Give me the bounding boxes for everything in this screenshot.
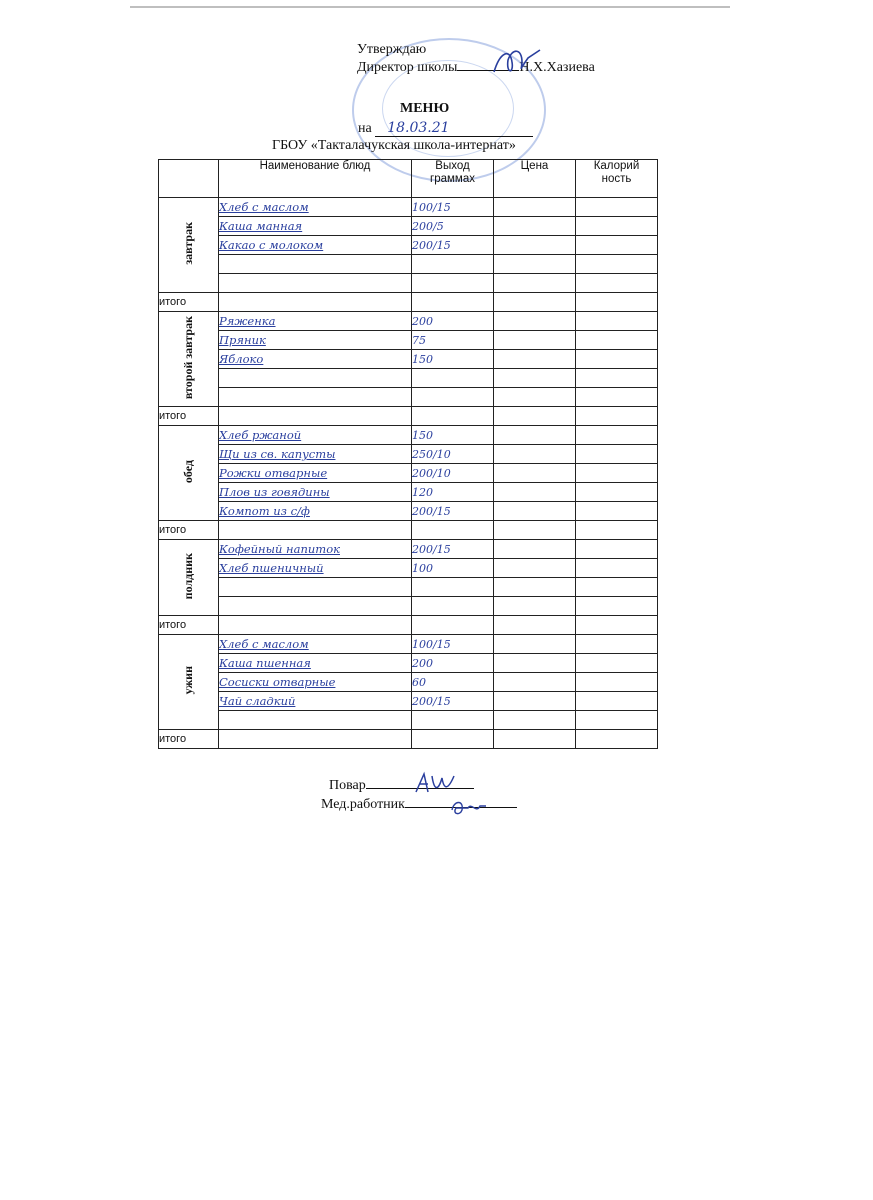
dish-name-text: Щи из св. капусты — [219, 447, 336, 461]
total-cell — [494, 616, 576, 635]
table-row — [159, 711, 658, 730]
director-name: Н.Х.Хазиева — [519, 60, 595, 75]
dish-calories — [576, 635, 658, 654]
dish-name — [219, 350, 412, 369]
header-output — [412, 160, 494, 198]
table-row — [159, 464, 658, 483]
dish-output: 100/15 — [412, 635, 494, 654]
dish-output — [412, 369, 494, 388]
meal-name: полдник — [181, 552, 195, 600]
meal-name: завтрак — [181, 222, 195, 265]
dish-output: 200 — [412, 312, 494, 331]
dish-name-text: Сосиски отварные — [219, 675, 336, 689]
meal-name: второй завтрак — [181, 315, 195, 400]
total-cell — [412, 521, 494, 540]
dish-name-text: Хлеб пшеничный — [219, 561, 324, 575]
dish-price — [494, 388, 576, 407]
table-row — [159, 673, 658, 692]
total-cell — [576, 293, 658, 312]
dish-output — [412, 255, 494, 274]
cook-signature — [412, 770, 458, 796]
header-calories-text: Калорий ность — [593, 160, 640, 185]
dish-output: 150 — [412, 350, 494, 369]
total-row — [159, 730, 658, 749]
director-label: Директор школы — [357, 60, 458, 75]
dish-calories — [576, 217, 658, 236]
dish-calories — [576, 236, 658, 255]
dish-calories — [576, 350, 658, 369]
table-row — [159, 559, 658, 578]
dish-name-text: Каша манная — [219, 219, 303, 233]
dish-output: 200/15 — [412, 540, 494, 559]
header-output-text: Выход граммах — [430, 160, 475, 185]
dish-name-text: Яблоко — [219, 352, 264, 366]
med-worker-signature — [446, 796, 490, 818]
dish-output: 100/15 — [412, 198, 494, 217]
total-cell — [219, 293, 412, 312]
dish-calories — [576, 464, 658, 483]
dish-price — [494, 217, 576, 236]
dish-name — [219, 445, 412, 464]
total-label: итого — [159, 521, 219, 540]
meal-name: ужин — [181, 666, 195, 695]
dish-name — [219, 198, 412, 217]
dish-calories — [576, 654, 658, 673]
dish-price — [494, 464, 576, 483]
dish-calories — [576, 502, 658, 521]
total-cell — [412, 407, 494, 426]
table-header-row — [159, 160, 658, 198]
total-label: итого — [159, 407, 219, 426]
dish-calories — [576, 711, 658, 730]
total-label: итого — [159, 293, 219, 312]
dish-price — [494, 711, 576, 730]
dish-name — [219, 711, 412, 730]
dish-price — [494, 578, 576, 597]
dish-name-text: Рожки отварные — [219, 466, 328, 480]
dish-name — [219, 255, 412, 274]
dish-price — [494, 654, 576, 673]
total-row — [159, 521, 658, 540]
director-line — [357, 60, 595, 76]
dish-price — [494, 369, 576, 388]
dish-price — [494, 559, 576, 578]
total-cell — [576, 407, 658, 426]
dish-name — [219, 464, 412, 483]
dish-name — [219, 483, 412, 502]
dish-name — [219, 217, 412, 236]
dish-calories — [576, 369, 658, 388]
dish-price — [494, 426, 576, 445]
dish-price — [494, 350, 576, 369]
dish-calories — [576, 597, 658, 616]
menu-table — [158, 159, 658, 749]
dish-name-text: Плов из говядины — [219, 485, 330, 499]
scan-edge-line — [130, 6, 730, 8]
total-cell — [576, 730, 658, 749]
table-row — [159, 597, 658, 616]
dish-price — [494, 692, 576, 711]
meal-name-cell — [159, 635, 219, 730]
total-cell — [576, 616, 658, 635]
dish-output: 200/15 — [412, 236, 494, 255]
dish-name — [219, 692, 412, 711]
table-row — [159, 255, 658, 274]
dish-name — [219, 236, 412, 255]
table-row — [159, 274, 658, 293]
table-row — [159, 445, 658, 464]
table-row — [159, 217, 658, 236]
dish-output: 75 — [412, 331, 494, 350]
approve-label: Утверждаю — [357, 42, 427, 57]
total-cell — [412, 293, 494, 312]
dish-name-text: Чай сладкий — [219, 694, 296, 708]
dish-calories — [576, 540, 658, 559]
dish-name — [219, 597, 412, 616]
total-cell — [494, 521, 576, 540]
dish-output: 200/15 — [412, 502, 494, 521]
menu-body — [159, 198, 658, 749]
dish-name — [219, 559, 412, 578]
dish-name — [219, 388, 412, 407]
dish-output — [412, 597, 494, 616]
dish-price — [494, 483, 576, 502]
meal-name-cell — [159, 312, 219, 407]
dish-name — [219, 426, 412, 445]
dish-name — [219, 578, 412, 597]
on-label: на — [358, 121, 372, 136]
dish-calories — [576, 388, 658, 407]
dish-name — [219, 635, 412, 654]
total-cell — [219, 407, 412, 426]
table-row — [159, 236, 658, 255]
dish-calories — [576, 445, 658, 464]
dish-calories — [576, 692, 658, 711]
dish-calories — [576, 274, 658, 293]
dish-output: 250/10 — [412, 445, 494, 464]
table-row — [159, 483, 658, 502]
total-label: итого — [159, 730, 219, 749]
date-line — [358, 120, 533, 137]
dish-name-text: Хлеб ржаной — [219, 428, 302, 442]
dish-calories — [576, 673, 658, 692]
dish-name — [219, 540, 412, 559]
table-row — [159, 502, 658, 521]
dish-name-text: Какао с молоком — [219, 238, 324, 252]
dish-price — [494, 445, 576, 464]
dish-price — [494, 540, 576, 559]
dish-output: 60 — [412, 673, 494, 692]
page-title: МЕНЮ — [400, 101, 450, 116]
dish-price — [494, 597, 576, 616]
meal-name-cell — [159, 198, 219, 293]
table-row — [159, 426, 658, 445]
dish-output: 120 — [412, 483, 494, 502]
dish-calories — [576, 198, 658, 217]
cook-label: Повар — [329, 778, 366, 793]
table-row — [159, 654, 658, 673]
dish-output — [412, 274, 494, 293]
dish-price — [494, 236, 576, 255]
table-row — [159, 312, 658, 331]
dish-calories — [576, 426, 658, 445]
dish-name — [219, 331, 412, 350]
total-label: итого — [159, 616, 219, 635]
table-row — [159, 635, 658, 654]
med-worker-label: Мед.работник — [321, 797, 405, 812]
table-row — [159, 540, 658, 559]
dish-calories — [576, 578, 658, 597]
dish-name-text: Ряженка — [219, 314, 276, 328]
table-row — [159, 331, 658, 350]
dish-price — [494, 331, 576, 350]
director-signature — [488, 44, 548, 78]
dish-output: 200 — [412, 654, 494, 673]
header-meal — [159, 160, 219, 198]
total-row — [159, 407, 658, 426]
dish-name-text: Хлеб с маслом — [219, 637, 309, 651]
dish-output — [412, 388, 494, 407]
dish-output: 100 — [412, 559, 494, 578]
dish-name-text: Хлеб с маслом — [219, 200, 309, 214]
dish-name — [219, 502, 412, 521]
dish-price — [494, 198, 576, 217]
dish-name — [219, 312, 412, 331]
dish-output — [412, 711, 494, 730]
dish-output — [412, 578, 494, 597]
header-dish-name: Наименование блюд — [219, 160, 412, 198]
table-row — [159, 369, 658, 388]
total-cell — [494, 407, 576, 426]
table-row — [159, 388, 658, 407]
dish-price — [494, 673, 576, 692]
total-cell — [412, 730, 494, 749]
menu-date: 18.03.21 — [375, 120, 533, 137]
total-row — [159, 616, 658, 635]
table-row — [159, 578, 658, 597]
dish-price — [494, 255, 576, 274]
dish-name-text: Пряник — [219, 333, 266, 347]
dish-calories — [576, 255, 658, 274]
dish-output: 150 — [412, 426, 494, 445]
dish-name — [219, 654, 412, 673]
dish-calories — [576, 331, 658, 350]
dish-price — [494, 635, 576, 654]
total-cell — [412, 616, 494, 635]
header-calories — [576, 160, 658, 198]
meal-name-cell — [159, 540, 219, 616]
dish-name-text: Каша пшенная — [219, 656, 311, 670]
dish-name — [219, 673, 412, 692]
dish-output: 200/15 — [412, 692, 494, 711]
total-cell — [494, 730, 576, 749]
dish-calories — [576, 483, 658, 502]
dish-output: 200/5 — [412, 217, 494, 236]
meal-name: обед — [181, 459, 195, 484]
dish-price — [494, 312, 576, 331]
dish-name — [219, 369, 412, 388]
header-price: Цена — [494, 160, 576, 198]
dish-name-text: Компот из с/ф — [219, 504, 310, 518]
dish-price — [494, 502, 576, 521]
total-row — [159, 293, 658, 312]
dish-calories — [576, 559, 658, 578]
dish-output: 200/10 — [412, 464, 494, 483]
total-cell — [219, 616, 412, 635]
dish-name — [219, 274, 412, 293]
dish-calories — [576, 312, 658, 331]
table-row — [159, 692, 658, 711]
table-row — [159, 350, 658, 369]
total-cell — [219, 730, 412, 749]
meal-name-cell — [159, 426, 219, 521]
organization-name: ГБОУ «Такталачукская школа-интернат» — [272, 138, 516, 153]
total-cell — [494, 293, 576, 312]
dish-price — [494, 274, 576, 293]
total-cell — [576, 521, 658, 540]
dish-name-text: Кофейный напиток — [219, 542, 340, 556]
total-cell — [219, 521, 412, 540]
table-row — [159, 198, 658, 217]
